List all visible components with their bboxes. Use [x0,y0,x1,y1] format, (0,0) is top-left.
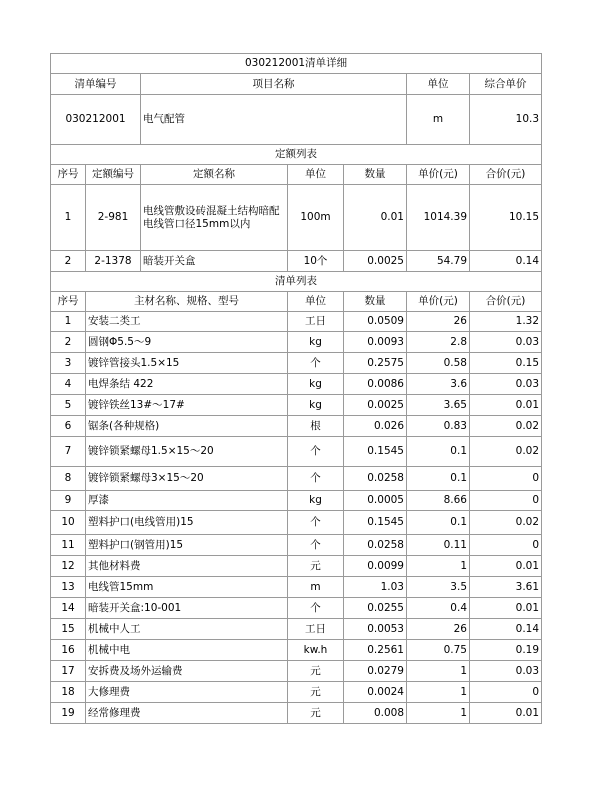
material-total: 0 [470,491,542,511]
material-total: 0.02 [470,416,542,437]
material-total: 0.03 [470,374,542,395]
quota-code: 2-1378 [86,251,141,272]
material-price: 2.8 [407,332,470,353]
material-qty: 0.0053 [344,619,407,640]
material-total: 0.02 [470,437,542,467]
material-unit: 个 [288,353,344,374]
material-unit: 个 [288,467,344,491]
material-qty-header: 数量 [344,292,407,312]
quota-no-header: 序号 [51,165,86,185]
material-qty: 0.0093 [344,332,407,353]
material-qty: 0.026 [344,416,407,437]
material-price: 0.58 [407,353,470,374]
quota-total: 0.14 [470,251,542,272]
material-unit: kg [288,332,344,353]
table-title: 030212001清单详细 [51,54,542,74]
quota-name: 电线管敷设砖混凝土结构暗配电线管口径15mm以内 [141,185,288,251]
material-no: 2 [51,332,86,353]
material-unit: m [288,577,344,598]
material-row [51,332,542,353]
material-unit: 个 [288,535,344,556]
quota-price: 1014.39 [407,185,470,251]
material-unit: kg [288,374,344,395]
material-total: 0 [470,682,542,703]
bill-code: 030212001 [51,95,141,145]
material-price: 0.1 [407,511,470,535]
material-total: 0.01 [470,598,542,619]
material-no: 19 [51,703,86,724]
material-name: 锯条(各种规格) [86,416,288,437]
material-price: 0.11 [407,535,470,556]
material-no: 5 [51,395,86,416]
material-row [51,619,542,640]
bill-row [51,95,542,145]
quota-code-header: 定额编号 [86,165,141,185]
bill-header-row [51,74,542,95]
material-unit: 个 [288,511,344,535]
material-unit: kg [288,395,344,416]
material-row [51,511,542,535]
material-qty: 0.0279 [344,661,407,682]
material-name: 机械中电 [86,640,288,661]
material-name: 镀锌铁丝13#～17# [86,395,288,416]
material-no: 7 [51,437,86,467]
material-total: 0.15 [470,353,542,374]
material-row [51,661,542,682]
bill-name-header: 项目名称 [141,74,407,95]
material-unit: kw.h [288,640,344,661]
material-qty: 0.1545 [344,437,407,467]
material-total: 0 [470,535,542,556]
material-qty: 0.0025 [344,395,407,416]
material-qty: 0.0099 [344,556,407,577]
material-unit: 元 [288,703,344,724]
quota-unit: 100m [288,185,344,251]
quota-name-header: 定额名称 [141,165,288,185]
material-total: 0.14 [470,619,542,640]
bill-code-header: 清单编号 [51,74,141,95]
material-qty: 0.0086 [344,374,407,395]
material-row [51,598,542,619]
material-price: 0.4 [407,598,470,619]
material-total: 1.32 [470,312,542,332]
material-qty: 0.0509 [344,312,407,332]
material-price: 26 [407,312,470,332]
quota-qty: 0.01 [344,185,407,251]
material-unit: 元 [288,556,344,577]
quota-qty-header: 数量 [344,165,407,185]
quota-qty: 0.0025 [344,251,407,272]
material-no-header: 序号 [51,292,86,312]
material-price: 3.65 [407,395,470,416]
material-unit: 元 [288,682,344,703]
quota-total-header: 合价(元) [470,165,542,185]
material-unit: 工日 [288,619,344,640]
quota-section-row [51,145,542,165]
material-name: 机械中人工 [86,619,288,640]
material-row [51,491,542,511]
material-name: 经常修理费 [86,703,288,724]
quota-no: 2 [51,251,86,272]
material-row [51,374,542,395]
bill-unit: m [407,95,470,145]
quota-unit-header: 单位 [288,165,344,185]
quota-name: 暗装开关盒 [141,251,288,272]
material-no: 11 [51,535,86,556]
material-no: 1 [51,312,86,332]
material-qty: 0.0258 [344,467,407,491]
material-name: 大修理费 [86,682,288,703]
material-no: 18 [51,682,86,703]
material-qty: 1.03 [344,577,407,598]
material-qty: 0.0255 [344,598,407,619]
material-total-header: 合价(元) [470,292,542,312]
material-price: 1 [407,556,470,577]
material-row [51,703,542,724]
material-row [51,416,542,437]
material-qty: 0.008 [344,703,407,724]
material-total: 0.19 [470,640,542,661]
material-no: 6 [51,416,86,437]
material-row [51,353,542,374]
material-price: 1 [407,703,470,724]
material-price: 1 [407,661,470,682]
quota-no: 1 [51,185,86,251]
material-name: 塑料护口(电线管用)15 [86,511,288,535]
material-no: 12 [51,556,86,577]
bill-detail-table [50,53,542,724]
material-no: 13 [51,577,86,598]
material-price: 8.66 [407,491,470,511]
material-qty: 0.0024 [344,682,407,703]
material-price: 0.83 [407,416,470,437]
material-row [51,556,542,577]
material-price: 0.1 [407,437,470,467]
material-qty: 0.0258 [344,535,407,556]
material-price: 26 [407,619,470,640]
material-total: 0.01 [470,556,542,577]
material-unit: 根 [288,416,344,437]
material-unit: 个 [288,598,344,619]
material-section-title: 清单列表 [51,272,542,292]
material-total: 0 [470,467,542,491]
material-row [51,682,542,703]
material-name: 暗装开关盒:10-001 [86,598,288,619]
material-section-row [51,272,542,292]
quota-row [51,251,542,272]
material-qty: 0.0005 [344,491,407,511]
title-row [51,54,542,74]
material-name: 圆钢Φ5.5～9 [86,332,288,353]
material-unit: 元 [288,661,344,682]
material-name: 电焊条结 422 [86,374,288,395]
material-total: 0.03 [470,332,542,353]
material-row [51,640,542,661]
material-price: 1 [407,682,470,703]
bill-price: 10.3 [470,95,542,145]
material-name: 塑料护口(钢管用)15 [86,535,288,556]
material-header-row [51,292,542,312]
material-no: 16 [51,640,86,661]
table-body [51,54,542,724]
material-name: 电线管15mm [86,577,288,598]
material-name: 安拆费及场外运输费 [86,661,288,682]
material-total: 3.61 [470,577,542,598]
material-row [51,535,542,556]
material-no: 10 [51,511,86,535]
material-unit-header: 单位 [288,292,344,312]
material-total: 0.01 [470,703,542,724]
material-name: 其他材料费 [86,556,288,577]
material-qty: 0.1545 [344,511,407,535]
material-row [51,467,542,491]
quota-row [51,185,542,251]
material-total: 0.02 [470,511,542,535]
material-name: 镀锌锁紧螺母3×15～20 [86,467,288,491]
quota-header-row [51,165,542,185]
material-no: 9 [51,491,86,511]
material-row [51,577,542,598]
material-qty: 0.2561 [344,640,407,661]
quota-price: 54.79 [407,251,470,272]
material-name: 镀锌锁紧螺母1.5×15～20 [86,437,288,467]
bill-unit-header: 单位 [407,74,470,95]
material-row [51,437,542,467]
quota-section-title: 定额列表 [51,145,542,165]
material-price: 0.75 [407,640,470,661]
bill-price-header: 综合单价 [470,74,542,95]
material-price: 3.5 [407,577,470,598]
material-row [51,395,542,416]
quota-unit: 10个 [288,251,344,272]
material-price: 3.6 [407,374,470,395]
bill-name: 电气配管 [141,95,407,145]
material-qty: 0.2575 [344,353,407,374]
material-no: 8 [51,467,86,491]
material-row [51,312,542,332]
material-name: 厚漆 [86,491,288,511]
material-no: 15 [51,619,86,640]
material-name: 安装二类工 [86,312,288,332]
quota-price-header: 单价(元) [407,165,470,185]
material-price: 0.1 [407,467,470,491]
material-unit: kg [288,491,344,511]
material-no: 14 [51,598,86,619]
material-unit: 工日 [288,312,344,332]
material-price-header: 单价(元) [407,292,470,312]
material-no: 3 [51,353,86,374]
material-no: 17 [51,661,86,682]
material-total: 0.01 [470,395,542,416]
material-no: 4 [51,374,86,395]
material-total: 0.03 [470,661,542,682]
material-unit: 个 [288,437,344,467]
quota-total: 10.15 [470,185,542,251]
quota-code: 2-981 [86,185,141,251]
material-name: 镀锌管接头1.5×15 [86,353,288,374]
material-name-header: 主材名称、规格、型号 [86,292,288,312]
